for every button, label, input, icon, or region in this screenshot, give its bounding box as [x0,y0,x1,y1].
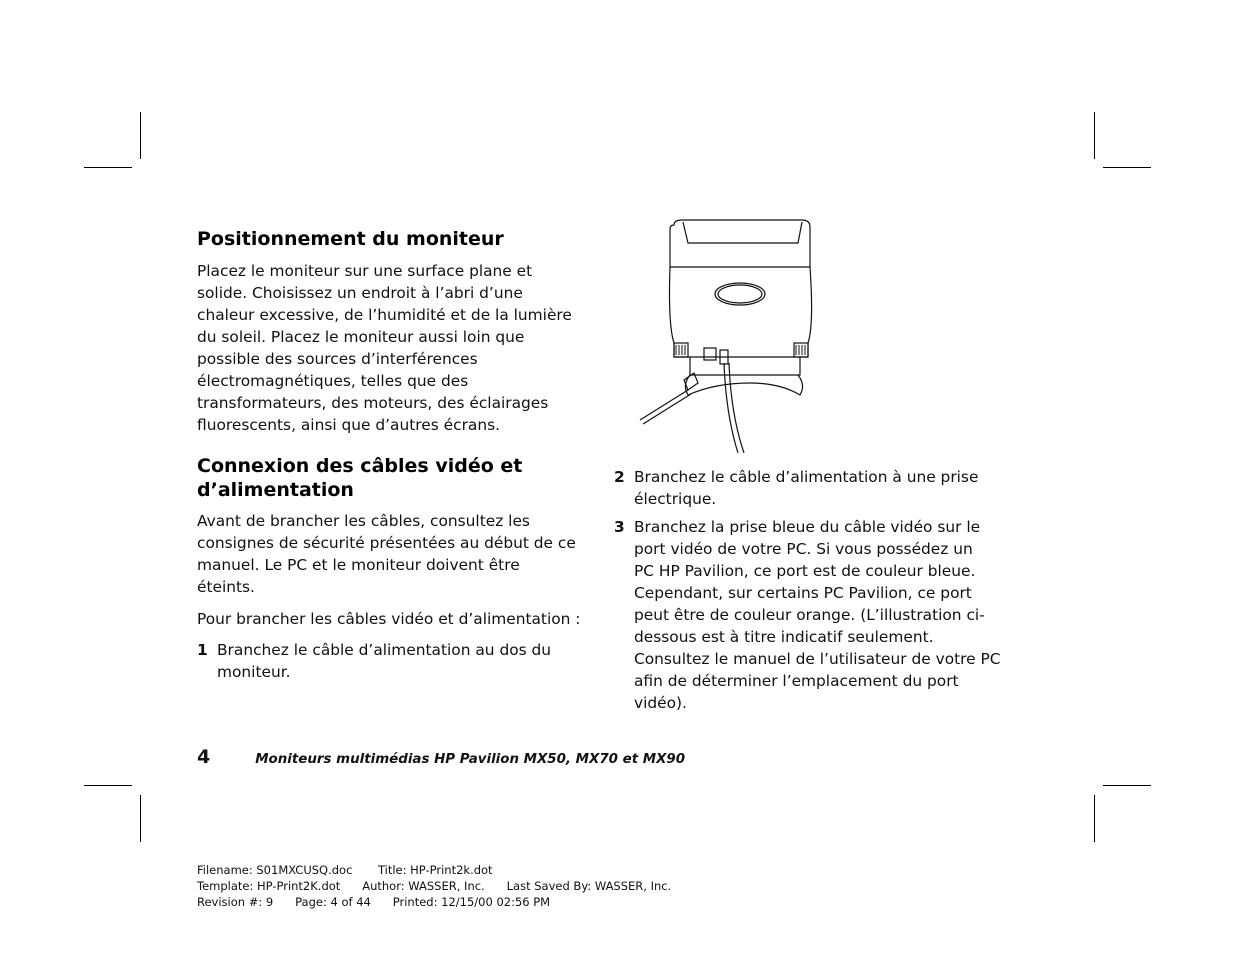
step-2: 2 Branchez le câble d’alimentation à une prise électrique. [614,468,979,508]
left-column [197,227,582,683]
page-number: 4 [197,746,211,768]
section-heading-cables: Connexion des câbles vidéo et d’alimentation [197,455,523,501]
crop-mark [84,167,132,168]
positioning-paragraph: Placez le moniteur sur une surface plane et solide. Choisissez un endroit à l’abri d’une chaleur excessive, de l’humidité et de la lumière du soleil. Placez le moniteur aussi loin que possible des sources d’interférences électromagnétiques, telles que des transformateurs, des moteurs, des éclairages fluorescents, ainsi que d’autres écrans. [197,262,572,434]
footer-title: Moniteurs multimédias HP Pavilion MX50, MX70 et MX90 [255,752,686,767]
page-footer [197,746,897,768]
section-heading-positioning: Positionnement du moniteur [197,228,504,250]
step-number: 2 [614,468,625,486]
crop-mark [140,112,141,159]
right-column [614,466,1004,714]
crop-mark [84,785,132,786]
step-1: 1 Branchez le câble d’alimentation au dos du moniteur. [197,641,552,681]
step-number: 1 [197,641,208,659]
crop-mark [1103,785,1151,786]
crop-mark [1103,167,1151,168]
crop-mark [1094,795,1095,842]
document-metadata: Filename: S01MXCUSQ.doc Title: HP-Print2k.dot Template: HP-Print2K.dot Author: WASSER, Inc. Last Saved By: WASSER, Inc. Revision #: 9 Page: 4 of 44 Printed: 12/15/00 02:56 PM [197,863,672,909]
cables-lead-sentence: Pour brancher les câbles vidéo et d’alimentation : [197,610,581,628]
cables-intro-paragraph: Avant de brancher les câbles, consultez les consignes de sécurité présentées au début de ce manuel. Le PC et le moniteur doivent être éteints. [197,512,576,596]
crop-mark [140,795,141,842]
step-3: 3 Branchez la prise bleue du câble vidéo sur le port vidéo de votre PC. Si vous possédez un PC HP Pavilion, ce port est de couleur bleue. Cependant, sur certains PC Pavilion, ce port peut être de couleur orange. (L’illustration ci- dessous est à titre indicatif seulement. Consultez le manuel de l’utilisateur de votre PC afin de déterminer l’emplacement du port vidéo). [614,518,1001,712]
crop-mark [1094,112,1095,159]
monitor-rear-illustration [630,215,825,460]
step-number: 3 [614,518,625,536]
